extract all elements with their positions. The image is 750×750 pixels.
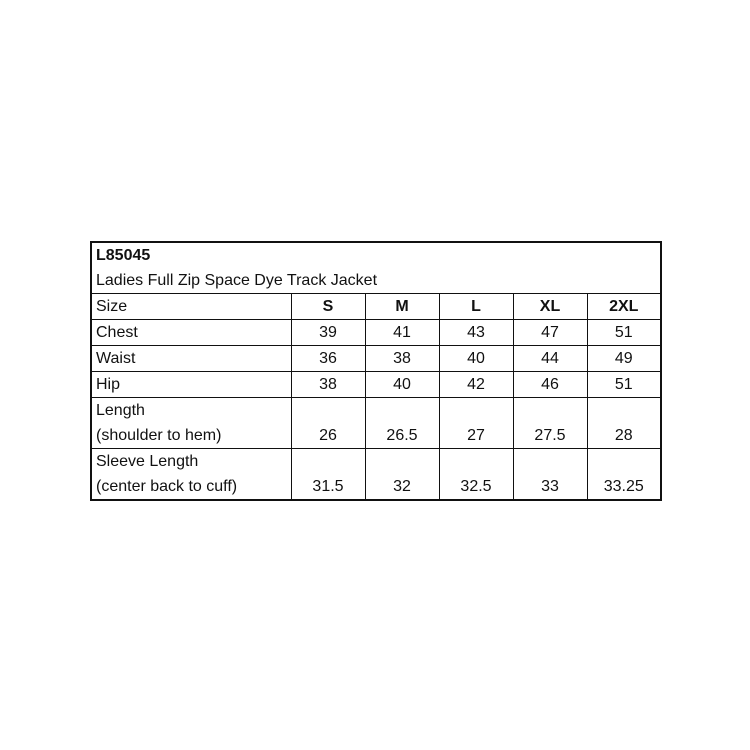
table-cell: 26	[291, 398, 365, 449]
size-header-m: M	[365, 294, 439, 320]
size-chart-container	[90, 241, 660, 501]
row-label-length-line2: (shoulder to hem)	[96, 427, 222, 444]
table-cell: 51	[587, 320, 661, 346]
row-label-sleeve-line2: (center back to cuff)	[96, 478, 238, 495]
table-cell: 38	[365, 346, 439, 372]
table-row-length	[91, 398, 661, 449]
row-label-sleeve-length	[91, 449, 291, 501]
table-cell: 32	[365, 449, 439, 501]
table-cell: 47	[513, 320, 587, 346]
table-cell: 39	[291, 320, 365, 346]
product-code-row	[91, 242, 661, 268]
table-cell: 49	[587, 346, 661, 372]
table-cell: 41	[365, 320, 439, 346]
table-cell: 26.5	[365, 398, 439, 449]
row-label-length-line1: Length	[96, 402, 145, 419]
product-name-row	[91, 268, 661, 294]
table-cell: 32.5	[439, 449, 513, 501]
table-row-chest	[91, 320, 661, 346]
table-cell: 51	[587, 372, 661, 398]
table-row-sleeve-length	[91, 449, 661, 501]
table-row-waist	[91, 346, 661, 372]
row-label-hip: Hip	[91, 372, 291, 398]
table-cell: 27.5	[513, 398, 587, 449]
table-cell: 31.5	[291, 449, 365, 501]
row-label-length	[91, 398, 291, 449]
product-code: L85045	[96, 247, 151, 264]
table-cell: 44	[513, 346, 587, 372]
table-cell: 36	[291, 346, 365, 372]
row-label-waist: Waist	[91, 346, 291, 372]
size-header-row	[91, 294, 661, 320]
product-name: Ladies Full Zip Space Dye Track Jacket	[96, 272, 378, 289]
size-header-s: S	[291, 294, 365, 320]
table-cell: 42	[439, 372, 513, 398]
product-code-cell	[91, 242, 661, 268]
size-header-2xl: 2XL	[587, 294, 661, 320]
table-cell: 38	[291, 372, 365, 398]
table-row-hip	[91, 372, 661, 398]
table-cell: 33	[513, 449, 587, 501]
row-label-sleeve-line1: Sleeve Length	[96, 453, 199, 470]
table-cell: 28	[587, 398, 661, 449]
table-cell: 40	[365, 372, 439, 398]
size-header-label: Size	[91, 294, 291, 320]
size-chart-table	[90, 241, 662, 501]
table-cell: 40	[439, 346, 513, 372]
table-cell: 33.25	[587, 449, 661, 501]
table-cell: 46	[513, 372, 587, 398]
size-header-xl: XL	[513, 294, 587, 320]
table-cell: 27	[439, 398, 513, 449]
row-label-chest: Chest	[91, 320, 291, 346]
size-header-l: L	[439, 294, 513, 320]
product-name-cell	[91, 268, 661, 294]
table-cell: 43	[439, 320, 513, 346]
